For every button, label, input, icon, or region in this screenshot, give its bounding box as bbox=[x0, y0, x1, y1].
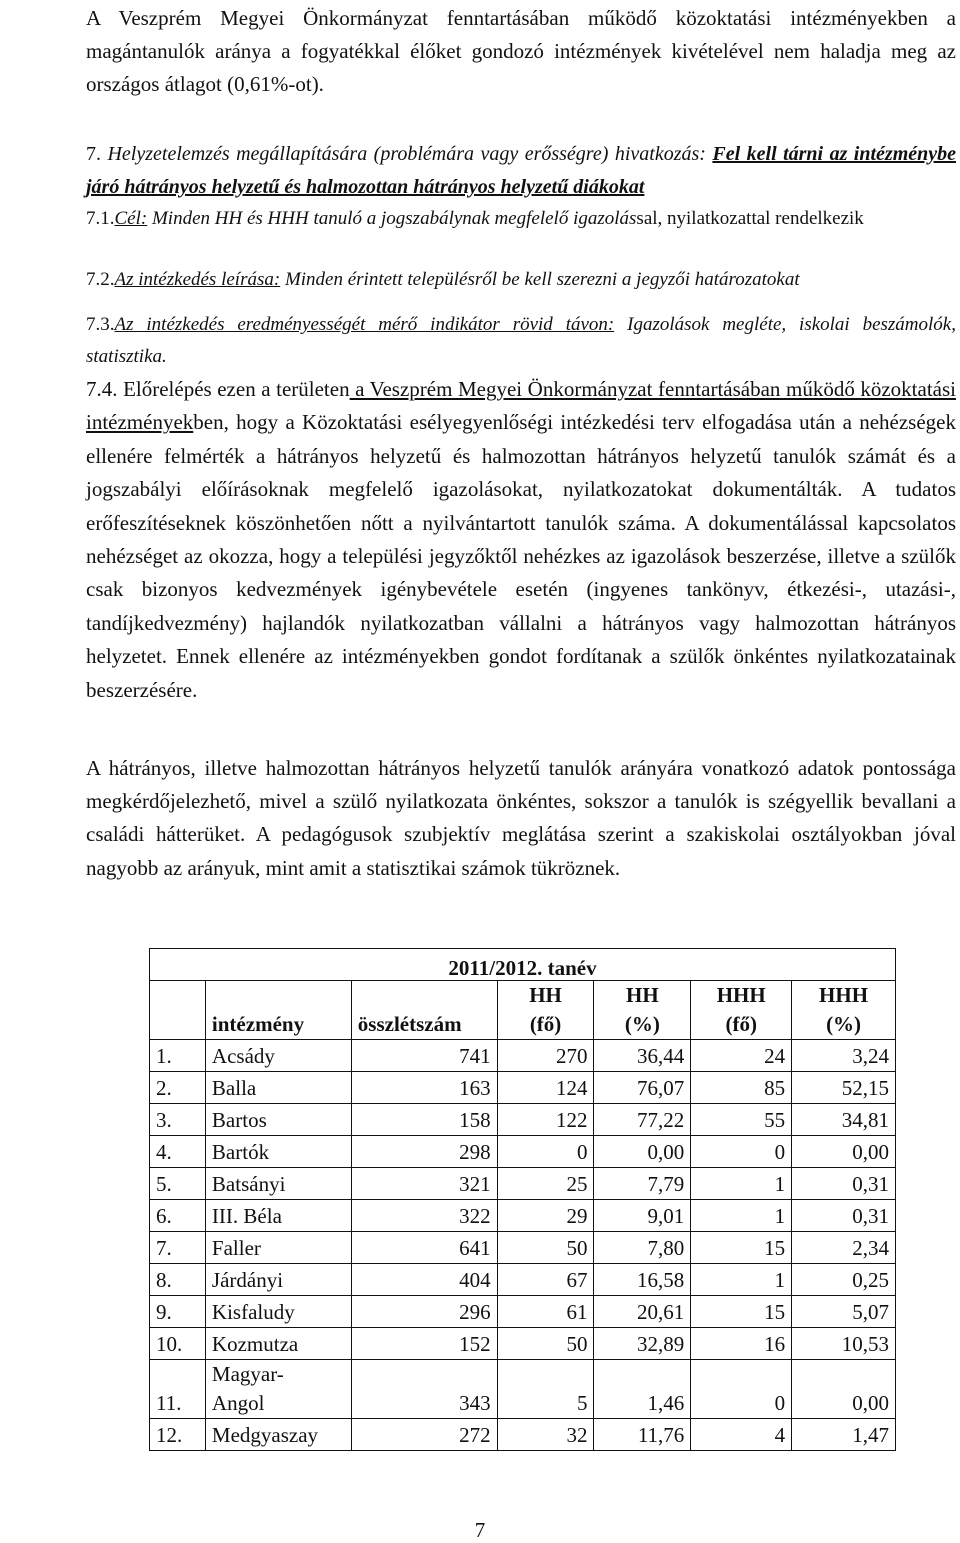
row-institution: Kozmutza bbox=[205, 1328, 351, 1360]
row-hhh-percent: 3,24 bbox=[792, 1040, 896, 1072]
row-institution: Acsády bbox=[205, 1040, 351, 1072]
row-total: 152 bbox=[351, 1328, 497, 1360]
row-hh-count: 61 bbox=[497, 1296, 594, 1328]
row-hhh-percent: 34,81 bbox=[792, 1104, 896, 1136]
row-hhh-count: 16 bbox=[691, 1328, 792, 1360]
row-hhh-percent: 0,31 bbox=[792, 1168, 896, 1200]
section-7-1-text: Minden HH és HHH tanuló a jogszabálynak megfelelő igazolás bbox=[151, 208, 637, 229]
row-index: 12. bbox=[150, 1419, 206, 1451]
row-total: 272 bbox=[351, 1419, 497, 1451]
row-total: 641 bbox=[351, 1232, 497, 1264]
row-hh-percent: 16,58 bbox=[594, 1264, 691, 1296]
row-hh-percent: 7,79 bbox=[594, 1168, 691, 1200]
row-index: 3. bbox=[150, 1104, 206, 1136]
row-index: 10. bbox=[150, 1328, 206, 1360]
row-total: 343 bbox=[351, 1360, 497, 1419]
header-hh-count: HH (fő) bbox=[497, 981, 594, 1040]
row-total: 322 bbox=[351, 1200, 497, 1232]
header-total: összlétszám bbox=[351, 981, 497, 1040]
row-total: 158 bbox=[351, 1104, 497, 1136]
header-hhh-percent: HHH (%) bbox=[792, 981, 896, 1040]
row-hh-count: 5 bbox=[497, 1360, 594, 1419]
table-row bbox=[150, 1136, 896, 1168]
row-hhh-percent: 2,34 bbox=[792, 1232, 896, 1264]
row-index: 4. bbox=[150, 1136, 206, 1168]
section-7-1 bbox=[86, 203, 956, 235]
table-row bbox=[150, 1264, 896, 1296]
row-hhh-percent: 0,00 bbox=[792, 1136, 896, 1168]
row-hh-count: 29 bbox=[497, 1200, 594, 1232]
section-7-2 bbox=[86, 269, 956, 291]
row-institution: Járdányi bbox=[205, 1264, 351, 1296]
row-hh-percent: 1,46 bbox=[594, 1360, 691, 1419]
row-hhh-count: 15 bbox=[691, 1296, 792, 1328]
row-hhh-percent: 52,15 bbox=[792, 1072, 896, 1104]
row-total: 404 bbox=[351, 1264, 497, 1296]
row-hh-percent: 76,07 bbox=[594, 1072, 691, 1104]
header-institution: intézmény bbox=[205, 981, 351, 1040]
section-7 bbox=[86, 138, 956, 204]
page-number: 7 bbox=[474, 1518, 486, 1542]
row-hh-percent: 9,01 bbox=[594, 1200, 691, 1232]
row-institution: III. Béla bbox=[205, 1200, 351, 1232]
row-hhh-count: 24 bbox=[691, 1040, 792, 1072]
row-hhh-count: 1 bbox=[691, 1200, 792, 1232]
row-institution: Magyar- Angol bbox=[205, 1360, 351, 1419]
header-index bbox=[150, 981, 206, 1040]
table-row bbox=[150, 1200, 896, 1232]
table-row bbox=[150, 1419, 896, 1451]
row-institution: Faller bbox=[205, 1232, 351, 1264]
row-hhh-percent: 5,07 bbox=[792, 1296, 896, 1328]
table-year-row bbox=[150, 949, 896, 981]
section-7-3 bbox=[86, 309, 956, 373]
table-row bbox=[150, 1104, 896, 1136]
section-7-4-number: 7.4. bbox=[86, 377, 118, 401]
table-row bbox=[150, 1296, 896, 1328]
row-institution: Bartos bbox=[205, 1104, 351, 1136]
section-7-4-part-a: Előrelépés ezen a területen bbox=[123, 377, 350, 401]
section-7-4-part-b: a Veszprém Megyei Önkormányzat fenntartásában működő közoktatási intézmények bbox=[86, 377, 957, 435]
row-hhh-count: 55 bbox=[691, 1104, 792, 1136]
table-row bbox=[150, 1168, 896, 1200]
row-hh-percent: 11,76 bbox=[594, 1419, 691, 1451]
body-paragraph: A hátrányos, illetve halmozottan hátrányos helyzetű tanulók arányára vonatkozó adatok pontossága megkérdőjelezhető, mivel a szülő nyilatkozata önkéntes, sokszor a tanulók is szégyellik bevallani a családi hátterüket. A pedagógusok szubjektív meglátása szerint a szakiskolai osztályokban jóval nagyobb az arányuk, mint amit a statisztikai számok tükröznek. bbox=[86, 756, 956, 880]
section-7-3-text: Igazolások megléte, iskolai beszámolók, statisztika. bbox=[86, 314, 956, 367]
row-total: 321 bbox=[351, 1168, 497, 1200]
row-hh-count: 50 bbox=[497, 1232, 594, 1264]
row-hh-percent: 20,61 bbox=[594, 1296, 691, 1328]
row-hhh-percent: 0,31 bbox=[792, 1200, 896, 1232]
table-header-row bbox=[150, 981, 896, 1040]
row-hh-percent: 7,80 bbox=[594, 1232, 691, 1264]
section-7-text: Fel kell tárni az intézménybe járó hátrányos helyzetű és halmozottan hátrányos helyzetű diákokat bbox=[86, 143, 957, 198]
section-7-3-label: Az intézkedés eredményességét mérő indikátor rövid távon: bbox=[114, 314, 615, 335]
row-index: 2. bbox=[150, 1072, 206, 1104]
row-hh-count: 122 bbox=[497, 1104, 594, 1136]
row-hhh-count: 0 bbox=[691, 1360, 792, 1419]
row-institution: Batsányi bbox=[205, 1168, 351, 1200]
row-index: 9. bbox=[150, 1296, 206, 1328]
section-7-1-text-tail: sal, nyilatkozattal rendelkezik bbox=[636, 208, 864, 229]
row-hh-count: 50 bbox=[497, 1328, 594, 1360]
intro-paragraph: A Veszprém Megyei Önkormányzat fenntartásában működő közoktatási intézményekben a magántanulók aránya a fogyatékkal élőket gondozó intézmények kivételével nem haladja meg az országos átlagot (0,61%-ot). bbox=[86, 6, 956, 96]
row-hh-count: 25 bbox=[497, 1168, 594, 1200]
row-hhh-count: 85 bbox=[691, 1072, 792, 1104]
row-hhh-count: 1 bbox=[691, 1168, 792, 1200]
row-hhh-percent: 1,47 bbox=[792, 1419, 896, 1451]
statistics-table bbox=[149, 948, 896, 1451]
row-index: 6. bbox=[150, 1200, 206, 1232]
row-institution: Kisfaludy bbox=[205, 1296, 351, 1328]
row-hh-count: 32 bbox=[497, 1419, 594, 1451]
row-total: 163 bbox=[351, 1072, 497, 1104]
row-index: 11. bbox=[150, 1360, 206, 1419]
section-7-1-label: Cél: bbox=[114, 208, 148, 229]
section-7-2-text: Minden érintett településről be kell szerezni a jegyzői határozatokat bbox=[284, 269, 800, 290]
row-hhh-count: 4 bbox=[691, 1419, 792, 1451]
row-index: 7. bbox=[150, 1232, 206, 1264]
row-total: 298 bbox=[351, 1136, 497, 1168]
row-hh-count: 124 bbox=[497, 1072, 594, 1104]
section-7-2-number: 7.2. bbox=[86, 269, 115, 290]
row-hhh-percent: 0,00 bbox=[792, 1360, 896, 1419]
header-hh-percent: HH (%) bbox=[594, 981, 691, 1040]
row-index: 8. bbox=[150, 1264, 206, 1296]
section-7-3-number: 7.3. bbox=[86, 314, 115, 335]
row-hhh-percent: 0,25 bbox=[792, 1264, 896, 1296]
table-row bbox=[150, 1072, 896, 1104]
row-hhh-count: 0 bbox=[691, 1136, 792, 1168]
table-row bbox=[150, 1328, 896, 1360]
section-7-1-number: 7.1. bbox=[86, 208, 115, 229]
row-institution: Medgyaszay bbox=[205, 1419, 351, 1451]
row-hhh-percent: 10,53 bbox=[792, 1328, 896, 1360]
row-hh-percent: 77,22 bbox=[594, 1104, 691, 1136]
row-hh-count: 67 bbox=[497, 1264, 594, 1296]
table-row bbox=[150, 1040, 896, 1072]
section-7-4-part-c: ben, hogy a Közoktatási esélyegyenlőségi intézkedési terv elfogadása után a nehézségek ellenére felmérték a hátrányos helyzetű és halmozottan hátrányos helyzetű tanulók számát és a jogszabályi előírásoknak megfelelő igazolásokat, nyilatkozatokat dokumentálták. A tudatos erőfeszítéseknek köszönhetően nőtt a nyilvántartott tanulók száma. A dokumentálással kapcsolatos nehézséget az okozza, hogy a települési jegyzőktől nehézkes az igazolások beszerzése, illetve a szülők csak bizonyos kedvezmények igénybevétele esetén (ingyenes tankönyv, étkezési-, utazási-, tandíjkedvezmény) hajlandók nyilatkozatban vállalni a hátrányos vagy halmozottan hátrányos helyzetet. Ennek ellenére az intézményekben gondot fordítanak a szülők önkéntes nyilatkozatainak beszerzésére. bbox=[86, 410, 956, 702]
header-hhh-count: HHH (fő) bbox=[691, 981, 792, 1040]
section-7-4 bbox=[86, 373, 956, 707]
table-row bbox=[150, 1232, 896, 1264]
row-total: 741 bbox=[351, 1040, 497, 1072]
table-year: 2011/2012. tanév bbox=[150, 949, 896, 981]
row-index: 5. bbox=[150, 1168, 206, 1200]
row-hh-percent: 32,89 bbox=[594, 1328, 691, 1360]
row-hhh-count: 15 bbox=[691, 1232, 792, 1264]
row-institution: Bartók bbox=[205, 1136, 351, 1168]
section-7-number: 7. bbox=[86, 143, 101, 165]
row-hh-count: 270 bbox=[497, 1040, 594, 1072]
row-hhh-count: 1 bbox=[691, 1264, 792, 1296]
row-index: 1. bbox=[150, 1040, 206, 1072]
row-hh-percent: 0,00 bbox=[594, 1136, 691, 1168]
section-7-2-label: Az intézkedés leírása: bbox=[114, 269, 281, 290]
row-institution: Balla bbox=[205, 1072, 351, 1104]
row-total: 296 bbox=[351, 1296, 497, 1328]
section-7-label: Helyzetelemzés megállapítására (problémára vagy erősségre) hivatkozás: bbox=[107, 143, 706, 165]
table-row bbox=[150, 1360, 896, 1419]
row-hh-count: 0 bbox=[497, 1136, 594, 1168]
row-hh-percent: 36,44 bbox=[594, 1040, 691, 1072]
